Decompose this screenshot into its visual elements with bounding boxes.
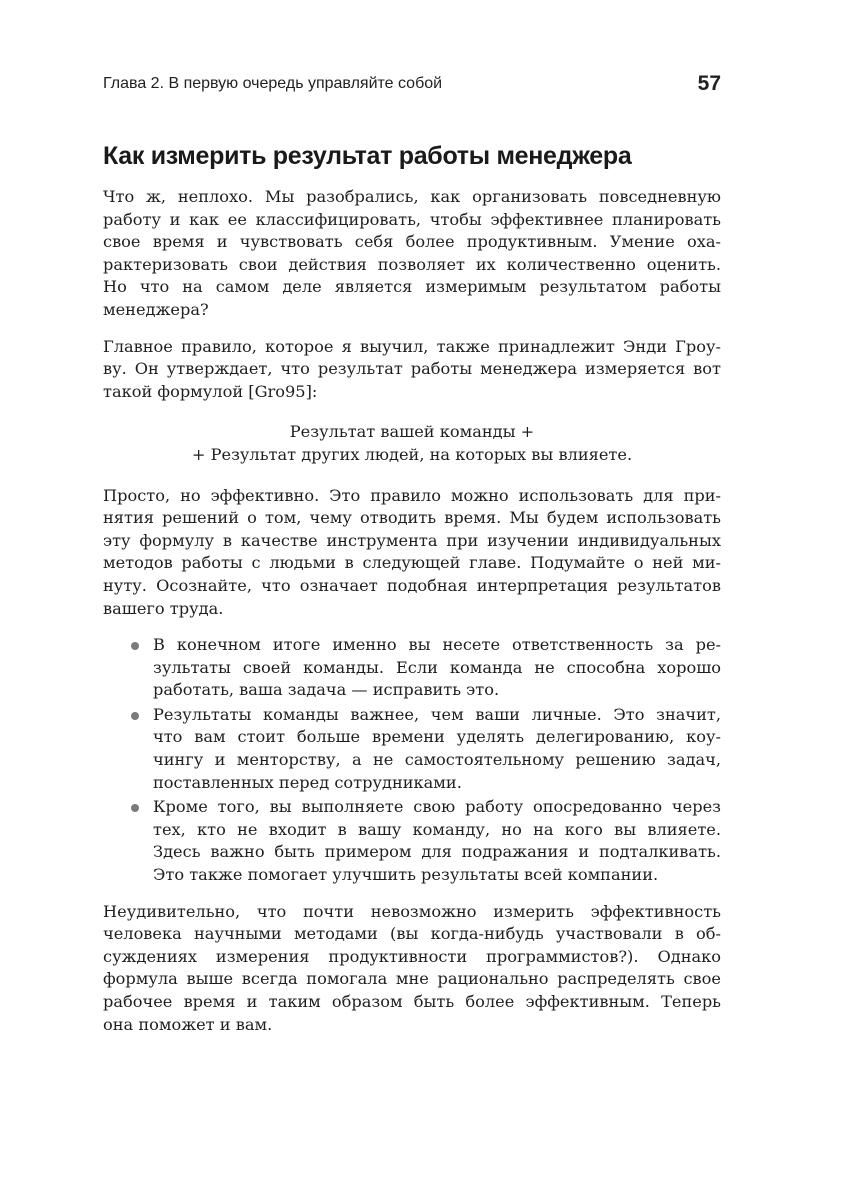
text-line: поставленных перед сотрудниками. bbox=[153, 772, 462, 792]
bullet-item bbox=[103, 704, 721, 794]
text-line: Результаты команды важнее, чем ваши личные. Это значит, bbox=[153, 704, 721, 724]
text-line: вашего труда. bbox=[103, 598, 224, 618]
text-line: ву. Он утверждает, что результат работы менеджера измеряется вот bbox=[103, 359, 721, 379]
text-line: Что ж, неплохо. Мы разобрались, как организовать повседневную bbox=[103, 187, 721, 206]
text-line: Кроме того, вы выполняете свою работу опосредованно через bbox=[153, 797, 721, 817]
text-line: В конечном итоге именно вы несете ответственность за ре- bbox=[153, 635, 721, 655]
text-line: она поможет и вам. bbox=[103, 1014, 273, 1034]
bullet-dot-icon bbox=[131, 712, 139, 720]
body-text bbox=[103, 186, 721, 1050]
bullet-item bbox=[103, 796, 721, 886]
text-line: формула выше всегда помогала мне рационально распределять свое bbox=[103, 969, 721, 989]
running-header bbox=[103, 72, 721, 98]
chapter-title: Глава 2. В первую очередь управляйте собой bbox=[103, 75, 443, 92]
text-line: чингу и менторству, а не самостоятельному решению задач, bbox=[153, 750, 721, 770]
text-line: Здесь важно быть примером для подражания и подталкивать. bbox=[153, 842, 721, 862]
text-line: Главное правило, которое я выучил, также принадлежит Энди Гроу- bbox=[103, 336, 721, 356]
text-line: человека научными методами (вы когда-нибудь участвовали в об- bbox=[103, 924, 721, 944]
section-heading: Как измерить результат работы менеджера bbox=[103, 142, 632, 170]
text-line: зультаты своей команды. Если команда не способна хорошо bbox=[153, 657, 721, 677]
paragraph-main-rule bbox=[103, 336, 721, 404]
formula-line: Результат вашей команды + bbox=[289, 422, 535, 442]
formula-line: + Результат других людей, на которых вы влияете. bbox=[191, 444, 633, 464]
bullet-dot-icon bbox=[131, 804, 139, 812]
text-line: работу и как ее классифицировать, чтобы эффективнее планировать bbox=[103, 209, 721, 229]
text-line: Неудивительно, что почти невозможно измерить эффективность bbox=[103, 901, 721, 921]
text-line: рактеризовать свои действия позволяет их количественно оценить. bbox=[103, 254, 721, 274]
text-line: тех, кто не входит в вашу команду, но на кого вы влияете. bbox=[153, 819, 721, 839]
text-line: Это также помогает улучшить результаты всей компании. bbox=[153, 865, 659, 885]
bullet-dot-icon bbox=[131, 642, 139, 650]
paragraph-simple-effective bbox=[103, 485, 721, 621]
text-line: Но что на самом деле является измеримым результатом работы bbox=[103, 277, 721, 297]
text-line: нятия решений о том, чему отводить время. Мы будем использовать bbox=[103, 508, 721, 528]
text-line: рабочее время и таким образом быть более эффективным. Теперь bbox=[103, 992, 721, 1011]
text-line: что вам стоит больше времени уделять делегированию, коу- bbox=[153, 727, 721, 747]
bullet-list bbox=[103, 634, 721, 887]
text-line: Просто, но эффективно. Это правило можно использовать для при- bbox=[103, 485, 721, 505]
text-line: свое время и чувствовать себя более продуктивным. Умение оха- bbox=[103, 232, 721, 252]
text-line: такой формулой [Gro95]: bbox=[103, 381, 318, 401]
paragraph-intro bbox=[103, 186, 721, 322]
page-number: 57 bbox=[697, 72, 721, 95]
text-line: работать, ваша задача — исправить это. bbox=[153, 680, 500, 700]
text-line: нуту. Осознайте, что означает подобная интерпретация результатов bbox=[103, 575, 721, 595]
paragraph-conclusion bbox=[103, 901, 721, 1037]
text-line: менеджера? bbox=[103, 299, 209, 319]
text-line: суждениях измерения продуктивности программистов?). Однако bbox=[103, 946, 721, 966]
text-line: методов работы с людьми в следующей главе. Подумайте о ней ми- bbox=[103, 553, 721, 573]
formula bbox=[103, 421, 721, 466]
text-line: эту формулу в качестве инструмента при изучении индивидуальных bbox=[103, 530, 721, 550]
bullet-item bbox=[103, 634, 721, 702]
